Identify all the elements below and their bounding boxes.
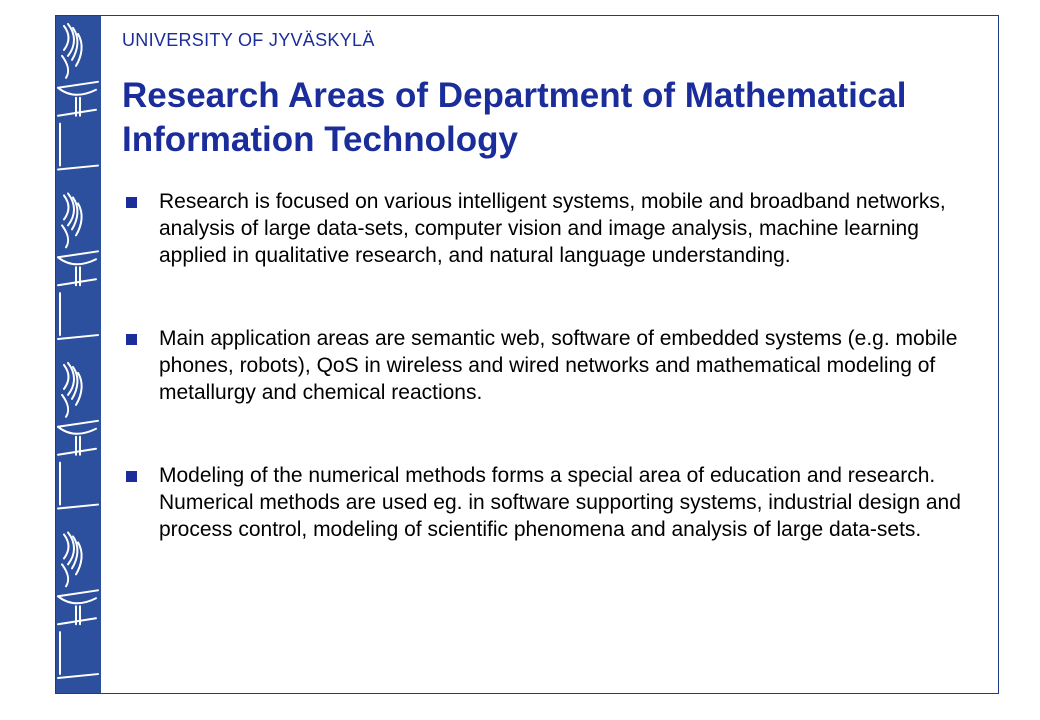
list-item	[122, 188, 982, 269]
square-bullet-icon	[126, 471, 137, 482]
slide-title: Research Areas of Department of Mathematical Information Technology	[122, 76, 907, 159]
list-item	[122, 462, 982, 543]
bullet-text: Modeling of the numerical methods forms a special area of education and research. Numerical methods are used eg. in software supporting systems, industrial design and process control, modeling of scientific phenomena and analysis of large data-sets.	[159, 464, 961, 541]
torch-emblem-icon	[56, 16, 101, 693]
slide	[55, 15, 999, 694]
bullet-list	[122, 188, 982, 599]
square-bullet-icon	[126, 334, 137, 345]
list-item	[122, 325, 982, 406]
sidebar-decoration	[56, 16, 101, 693]
university-name: UNIVERSITY OF JYVÄSKYLÄ	[122, 30, 375, 50]
square-bullet-icon	[126, 197, 137, 208]
bullet-text: Research is focused on various intelligent systems, mobile and broadband networks, analysis of large data-sets, computer vision and image analysis, machine learning applied in qualitative research, and natural language understanding.	[159, 190, 946, 267]
bullet-text: Main application areas are semantic web, software of embedded systems (e.g. mobile phones, robots), QoS in wireless and wired networks and mathematical modeling of metallurgy and chemical reactions.	[159, 327, 958, 404]
